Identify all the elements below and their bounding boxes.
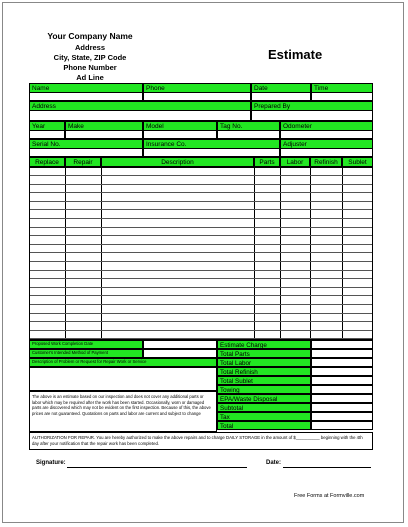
- total-label: Subtotal: [217, 403, 311, 412]
- insurance-co-field[interactable]: [143, 148, 280, 157]
- payment-field[interactable]: [143, 349, 217, 358]
- total-label: Estimate Charge: [217, 340, 311, 349]
- col-labor: Labor: [280, 157, 310, 168]
- col-repair: Repair: [65, 157, 101, 168]
- serial-no-field[interactable]: [29, 148, 143, 157]
- time-field[interactable]: [311, 92, 373, 101]
- company-phone: Phone Number: [63, 63, 117, 72]
- line-items-table[interactable]: [29, 166, 373, 340]
- payment-row: [29, 349, 217, 358]
- total-value-field[interactable]: [311, 421, 373, 430]
- address-label: Address: [29, 101, 251, 112]
- name-label: Name: [29, 83, 143, 94]
- total-value-field[interactable]: [311, 403, 373, 412]
- date-sign-line[interactable]: [283, 467, 371, 468]
- phone-field[interactable]: [143, 92, 251, 101]
- total-value-field[interactable]: [311, 376, 373, 385]
- total-value-field[interactable]: [311, 349, 373, 358]
- time-label: Time: [311, 83, 373, 94]
- year-label: Year: [29, 121, 65, 132]
- col-sublet: Sublet: [342, 157, 373, 168]
- make-field[interactable]: [65, 130, 143, 139]
- company-city: City, State, ZIP Code: [53, 53, 127, 62]
- problem-description-field[interactable]: [29, 367, 217, 391]
- col-refinish: Refinish: [310, 157, 342, 168]
- total-label: Total Refinish: [217, 367, 311, 376]
- year-field[interactable]: [29, 130, 65, 139]
- tag-no-field[interactable]: [217, 130, 280, 139]
- insurance-co-label: Insurance Co.: [143, 139, 280, 150]
- total-value-field[interactable]: [311, 367, 373, 376]
- col-parts: Parts: [254, 157, 280, 168]
- total-value-field[interactable]: [311, 412, 373, 421]
- completion-row: [29, 340, 217, 349]
- total-label: Total Labor: [217, 358, 311, 367]
- payment-label: Customer's Intended Method of Payment: [29, 349, 143, 358]
- total-label: Towing: [217, 385, 311, 394]
- col-description: Description: [101, 157, 254, 168]
- company-adline: Ad Line: [76, 73, 104, 82]
- page-title: Estimate: [268, 47, 323, 62]
- total-label: EPA/Waste Disposal: [217, 394, 311, 403]
- name-field[interactable]: [29, 92, 143, 101]
- footer-credit: Free Forms at Formville.com: [294, 493, 365, 499]
- total-label: Tax: [217, 412, 311, 421]
- total-value-field[interactable]: [311, 340, 373, 349]
- date-label: Date: [251, 83, 311, 94]
- model-field[interactable]: [143, 130, 217, 139]
- total-label: Total: [217, 421, 311, 430]
- completion-field[interactable]: [143, 340, 217, 349]
- odometer-field[interactable]: [280, 130, 373, 139]
- company-name: Your Company Name: [47, 31, 133, 41]
- total-value-field[interactable]: [311, 358, 373, 367]
- signature-line[interactable]: [67, 467, 247, 468]
- prepared-by-label: Prepared By: [251, 101, 373, 112]
- model-label: Model: [143, 121, 217, 132]
- date-field[interactable]: [251, 92, 311, 101]
- phone-label: Phone: [143, 83, 251, 94]
- authorization-text: AUTHORIZATION FOR REPAIR. You are hereby authorized to make the above repairs and to charge DAILY STORAGE in the amount of $__________ beginning with the 4th day after your notification that the repair work has been completed.: [29, 432, 373, 450]
- col-replace: Replace: [29, 157, 65, 168]
- total-value-field[interactable]: [311, 385, 373, 394]
- address-field[interactable]: [29, 110, 251, 121]
- problem-description-label: Description of Problem or Request for Repair Work or Service: [29, 358, 217, 367]
- tag-no-label: Tag No.: [217, 121, 280, 132]
- total-value-field[interactable]: [311, 394, 373, 403]
- make-label: Make: [65, 121, 143, 132]
- total-label: Total Parts: [217, 349, 311, 358]
- adjuster-field[interactable]: [280, 148, 373, 157]
- disclaimer-text: The above is an estimate based on our inspection and does not cover any additional parts or labor which may be required after the work has been started. Occasionally, worn or damaged parts are discovered which may not be evident on the first inspection. Because of this, the above prices are not guaranteed. Quotations on parts and labor are current and subject to change: [29, 391, 217, 432]
- signature-label: Signature:: [36, 460, 66, 466]
- odometer-label: Odometer: [280, 121, 373, 132]
- completion-label: Proposed Work Completion Date: [29, 340, 143, 349]
- serial-no-label: Serial No.: [29, 139, 143, 150]
- prepared-by-field[interactable]: [251, 110, 373, 121]
- adjuster-label: Adjuster: [280, 139, 373, 150]
- company-address: Address: [74, 43, 105, 52]
- date-sign-label: Date:: [266, 460, 282, 466]
- description-row: [29, 358, 217, 367]
- total-label: Total Sublet: [217, 376, 311, 385]
